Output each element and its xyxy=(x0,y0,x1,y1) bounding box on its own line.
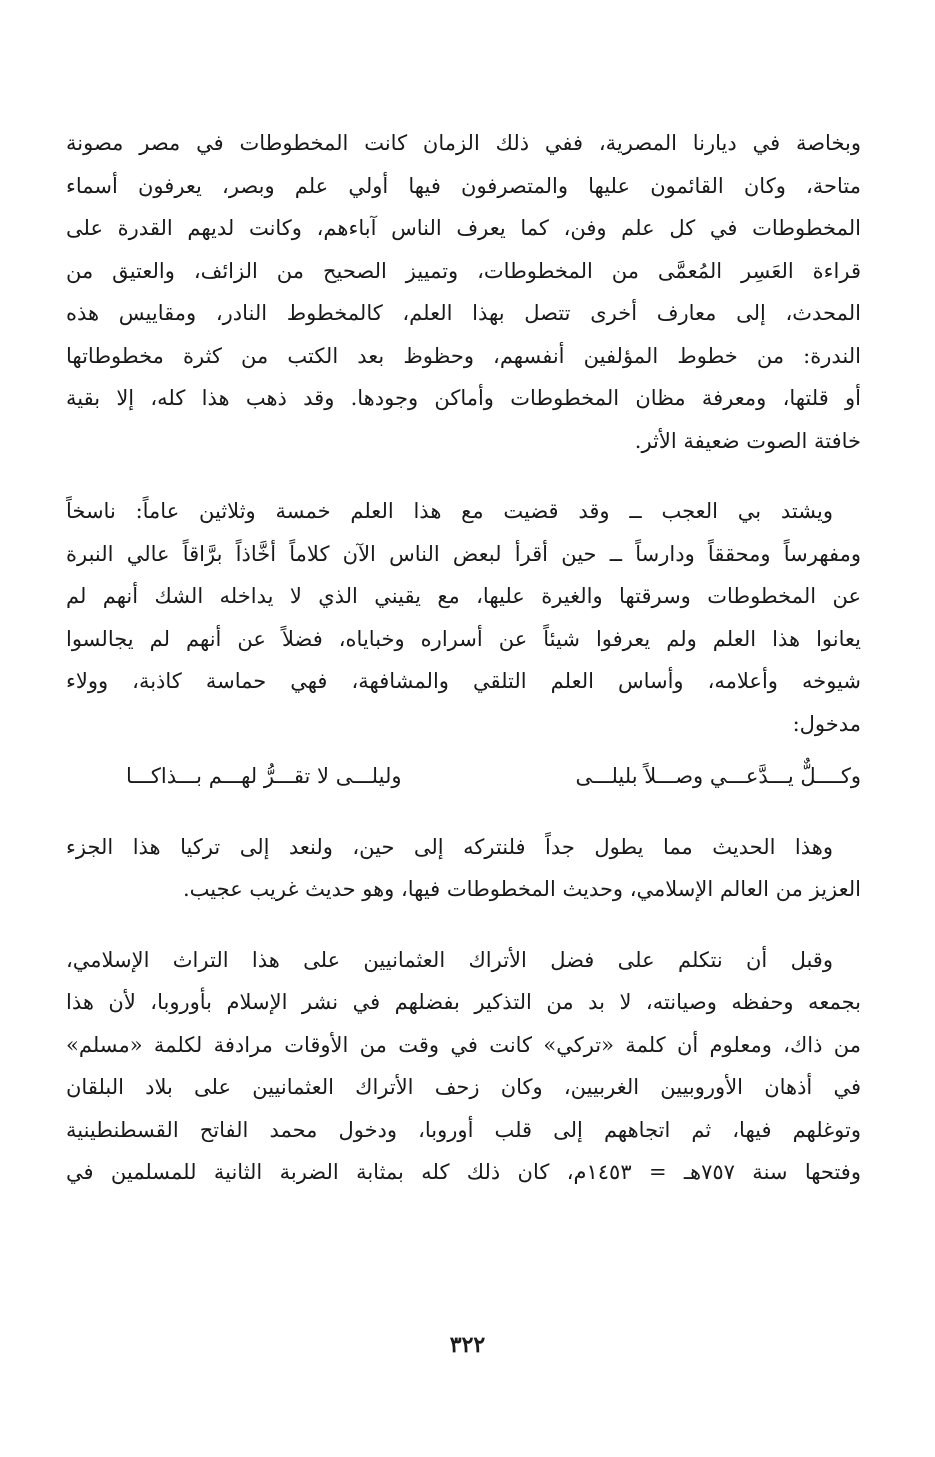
text-line: المحدث، إلى معارف أخرى تتصل بهذا العلم، كالمخطوط النادر، ومقاييس هذه xyxy=(66,301,861,325)
text-line: المخطوطات في كل علم وفن، كما يعرف الناس آباءهم، وكانت لديهم القدرة على xyxy=(66,216,861,240)
text-line: متاحة، وكان القائمون عليها والمتصرفون فيها أولي علم وبصر، يعرفون أسماء xyxy=(66,173,861,198)
text-line: خافتة الصوت ضعيفة الأثر. xyxy=(634,428,861,453)
text-line: بجمعه وحفظه وصيانته، لا بد من التذكير بفضلهم في نشر الإسلام بأوروبا، لأن هذا xyxy=(66,990,861,1014)
page-number: ٣٢٢ xyxy=(449,1332,486,1358)
text-line: قراءة العَسِر المُعمَّى من المخطوطات، وتمييز الصحيح من الزائف، والعتيق من xyxy=(66,258,861,283)
text-line: العزيز من العالم الإسلامي، وحديث المخطوطات فيها، وهو حديث غريب عجيب. xyxy=(183,877,861,901)
text-line: الندرة: من خطوط المؤلفين أنفسهم، وحظوظ بعد الكتب من كثرة مخطوطاتها xyxy=(66,343,861,368)
text-line: شيوخه وأعلامه، وأساس العلم التلقي والمشافهة، فهي حماسة كاذبة، وولاء xyxy=(66,669,861,693)
page-body xyxy=(66,122,861,1194)
text-line: ويشتد بي العجب ــ وقد قضيت مع هذا العلم خمسة وثلاثين عاماً: ناسخاً xyxy=(66,499,833,523)
paragraph-2 xyxy=(66,490,861,745)
paragraph-4 xyxy=(66,939,861,1194)
text-line: يعانوا هذا العلم ولم يعرفوا شيئاً عن أسراره وخباياه، فضلاً عن أنهم لم يجالسوا xyxy=(66,626,861,651)
text-line: وتوغلهم فيها، ثم اتجاههم إلى قلب أوروبا، ودخول محمد الفاتح القسطنطينية xyxy=(66,1117,861,1142)
text-line: ومفهرساً ومحققاً ودارساً ــ حين أقرأ لبعض الناس الآن كلاماً أخَّاذاً برَّاقاً عالي النبرة xyxy=(66,541,861,566)
text-line: وفتحها سنة ٧٥٧هـ = ١٤٥٣م، كان ذلك كله بمثابة الضربة الثانية للمسلمين في xyxy=(66,1160,861,1184)
paragraph-3 xyxy=(66,826,861,911)
text-line: عن المخطوطات وسرقتها والغيرة عليها، مع يقيني الذي لا يداخله الشك أنهم لم xyxy=(66,584,861,608)
text-line: مدخول: xyxy=(792,711,861,736)
verse-first-hemistich: وكــــلٌّ يـــدَّعـــي وصـــلاً بليلـــى xyxy=(575,764,861,788)
text-line: وبخاصة في ديارنا المصرية، ففي ذلك الزمان كانت المخطوطات في مصر مصونة xyxy=(66,131,861,155)
poetry-verse xyxy=(66,751,861,798)
text-line: وقبل أن نتكلم على فضل الأتراك العثمانيين على هذا التراث الإسلامي، xyxy=(66,947,833,972)
verse-second-hemistich: وليلـــى لا تقـــرُّ لهـــم بـــذاكـــا xyxy=(126,764,402,788)
paragraph-1 xyxy=(66,122,861,462)
text-line: من ذاك، ومعلوم أن كلمة «تركي» كانت في وقت من الأوقات مرادفة لكلمة «مسلم» xyxy=(66,1032,861,1057)
text-line: أو قلتها، ومعرفة مظان المخطوطات وأماكن وجودها. وقد ذهب هذا كله، إلا بقية xyxy=(66,386,861,410)
text-line: في أذهان الأوروبيين الغربيين، وكان زحف الأتراك العثمانيين على بلاد البلقان xyxy=(66,1075,861,1099)
text-line: وهذا الحديث مما يطول جداً فلنتركه إلى حين، ولنعد إلى تركيا هذا الجزء xyxy=(66,834,833,859)
